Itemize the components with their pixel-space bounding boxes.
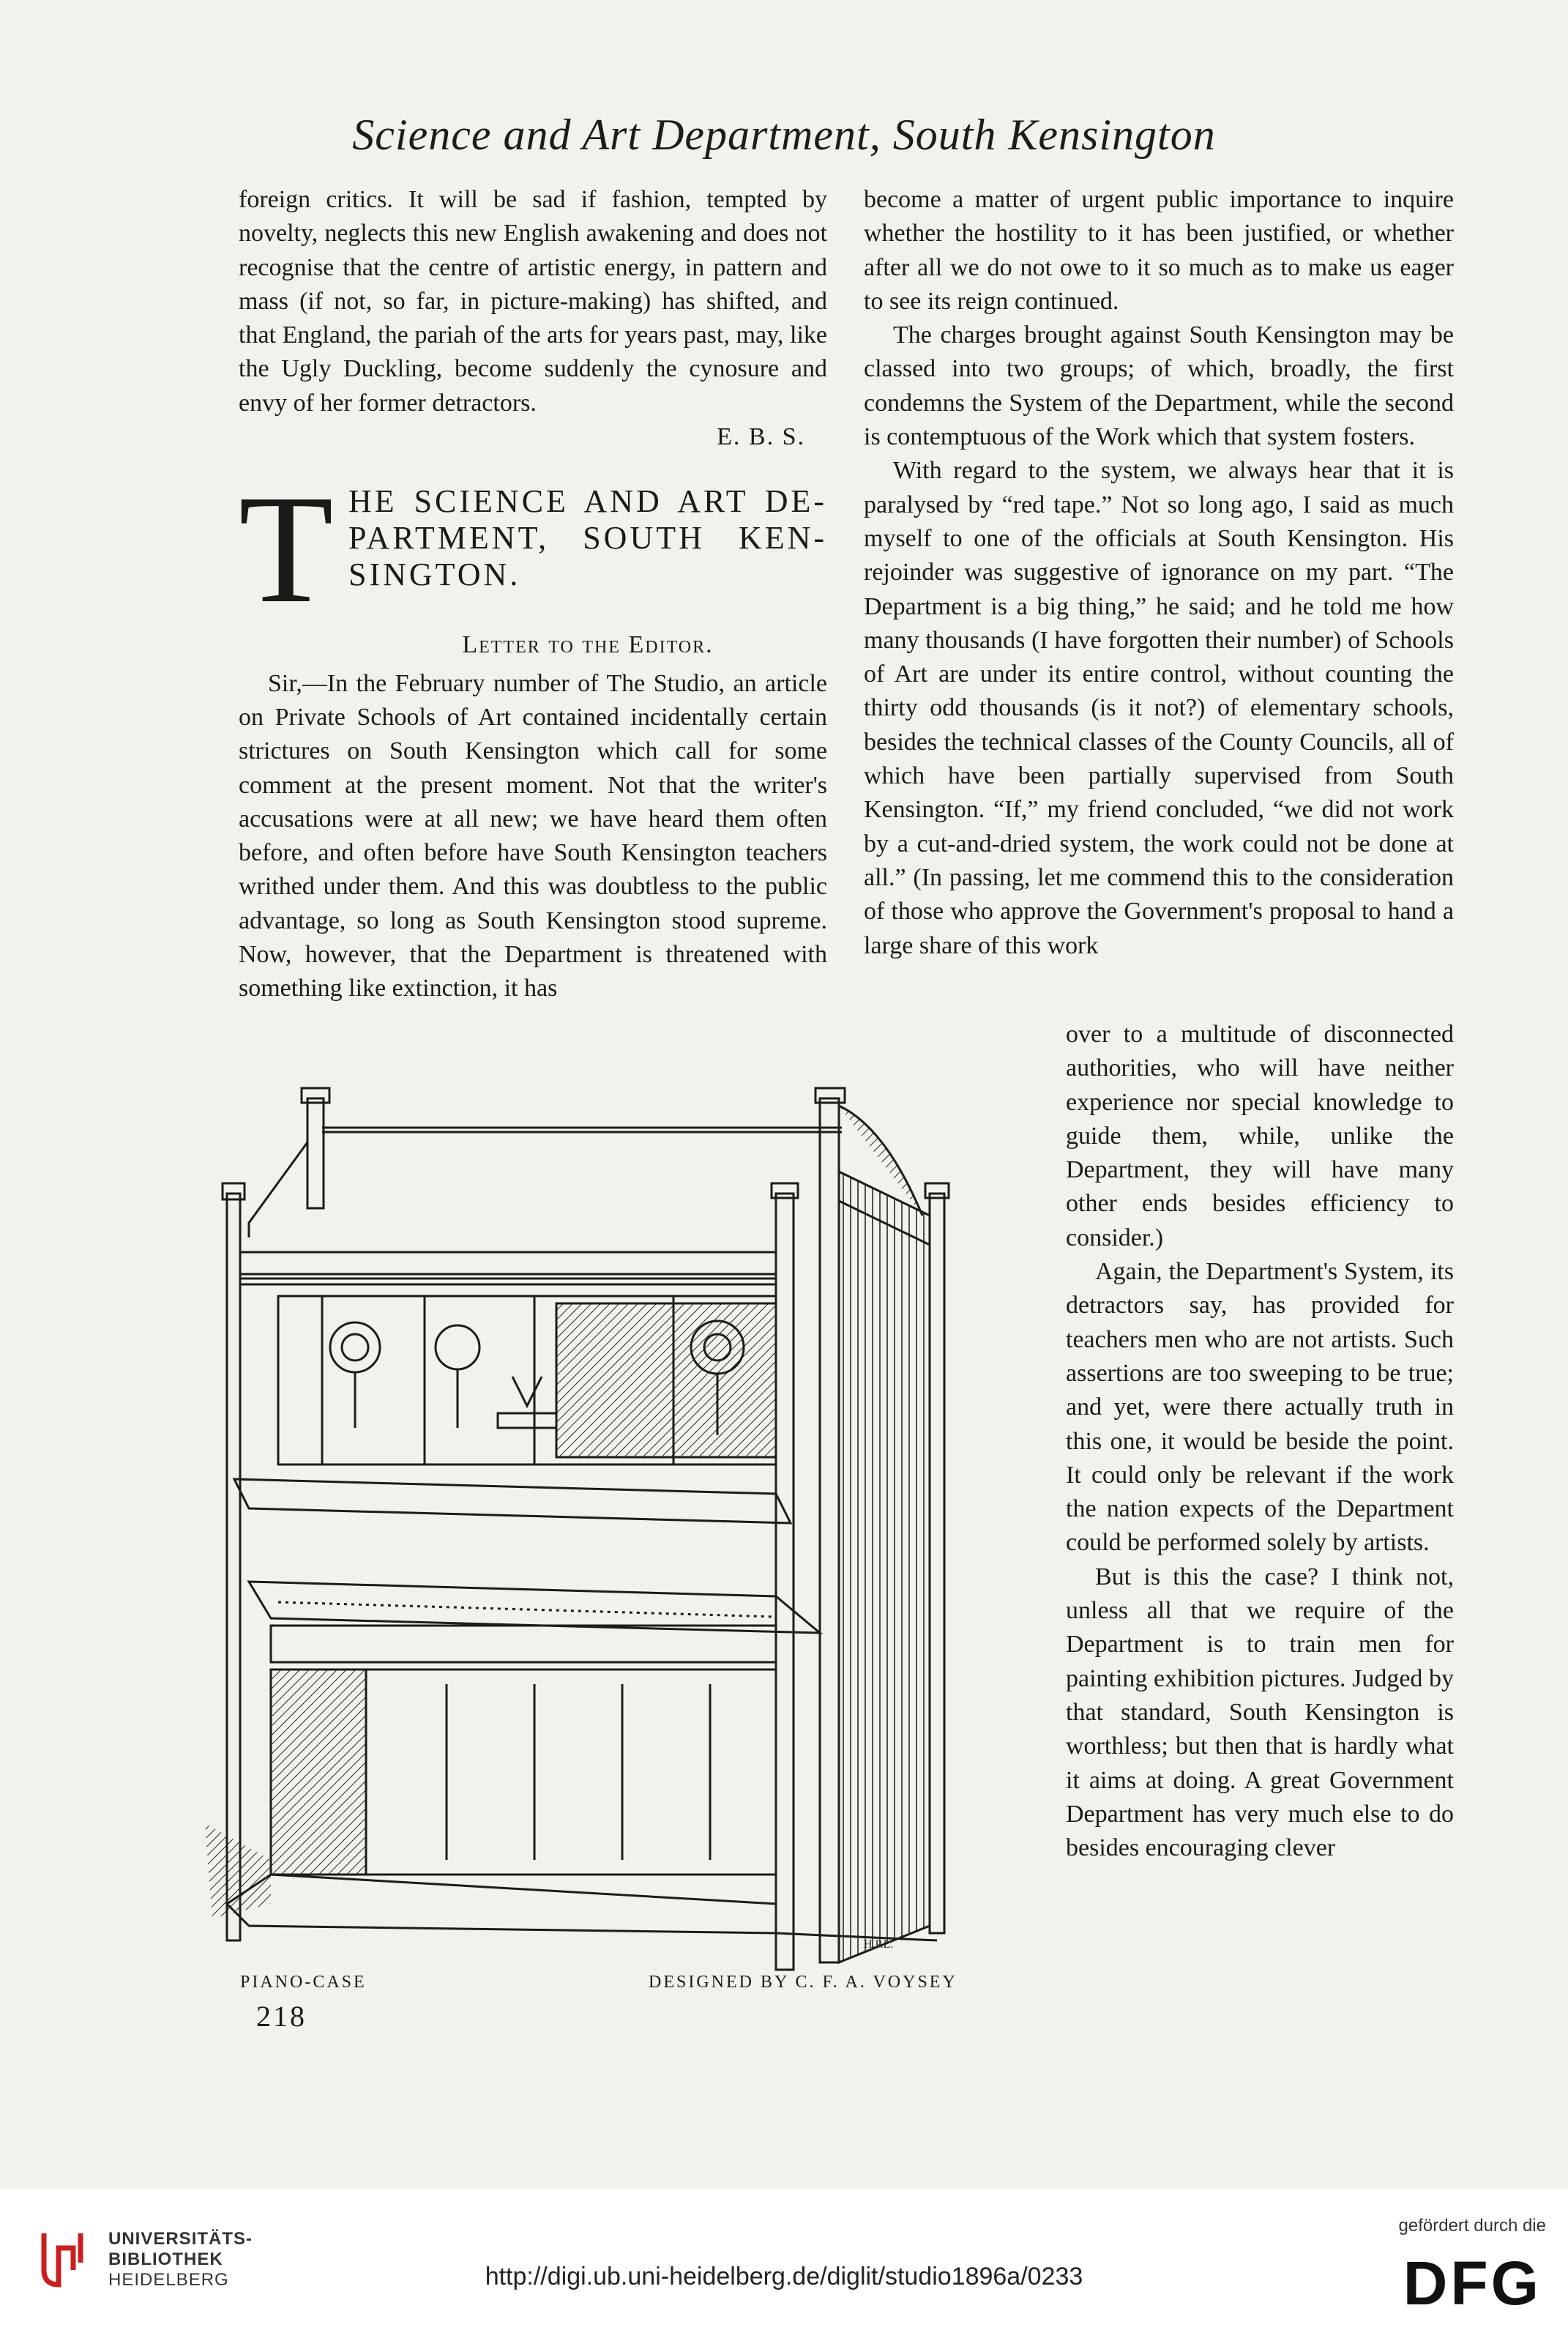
library-name-line-1: UNIVERSITÄTS- (108, 2229, 253, 2249)
left-paragraph-1: foreign critics. It will be sad if fashion, tempted by novelty, neglects this new English awakening and does not recognise that the centre of artistic energy, in pattern and mass (if not, so far, in picture-making) has shifted, and that England, the pariah of the arts for years past, may, like the Ugly Duckling, become suddenly the cynosure and envy of her former detractors. (239, 186, 827, 417)
footer-bar (0, 2189, 1568, 2330)
right-paragraph-2: The charges brought against South Kensington may be classed into two groups; of which, broadly, the first condemns the System of the Department, while the second is contemptuous of the Work which that system fosters. (864, 321, 1454, 451)
library-name-line-3: HEIDELBERG (108, 2270, 229, 2290)
right-column (864, 183, 1454, 963)
narrow-paragraph-2: Again, the Department's System, its detractors say, has provided for teachers men who are not artists. Such assertions are too sweeping to be true; and yet, were there actually truth in this one, it would be beside the point. It could only be relevant if the work the nation expects of the Department could be performed solely by artists. (1066, 1258, 1454, 1557)
dfg-logo: DFG (1403, 2249, 1542, 2318)
source-url-link[interactable]: http://digi.ub.uni-heidelberg.de/diglit/studio1896a/0233 (485, 2263, 1083, 2290)
right-paragraph-1: become a matter of urgent public importance to inquire whether the hostility to it has been justified, or whether after all we do not owe to it so much as to make us eager to see its reign continued. (864, 186, 1454, 315)
left-column (239, 183, 827, 1006)
piano-case-illustration (205, 1084, 974, 1977)
drop-cap: T (239, 463, 334, 636)
running-head: Science and Art Department, South Kensington (352, 111, 1216, 159)
article-title (239, 463, 827, 636)
caption-left: PIANO-CASE (240, 1973, 367, 1992)
signature: E. B. S. (717, 423, 805, 451)
article-subhead: Letter to the Editor. (462, 631, 714, 659)
caption-right: DESIGNED BY C. F. A. VOYSEY (649, 1973, 957, 1992)
left-paragraph-2: Sir,—In the February number of The Studio, an article on Private Schools of Art contained incidentally certain strictures on South Kensington which call for some comment at the present moment. Not that the writer's accusations were at all new; we have heard them often before, and often before have South Kensington teachers writhed under them. And this was doubtless to the public advantage, so long as South Kensington stood supreme. Now, however, that the Department is threatened with something like extinction, it has (239, 669, 827, 1002)
illustrator-monogram: H.P.L. (864, 1938, 894, 1951)
funding-text: gefördert durch die (1398, 2216, 1546, 2236)
library-name-line-2: BIBLIOTHEK (108, 2249, 223, 2269)
article-title-text: HE SCIENCE AND ART DE-PARTMENT, SOUTH KEN-SINGTON. (348, 483, 827, 593)
page-number: 218 (256, 2000, 307, 2033)
narrow-paragraph-1: over to a multitude of disconnected authorities, who will have neither experience nor special knowledge to guide them, while, unlike the Department, they will have many other ends besides efficiency to consider.) (1066, 1021, 1454, 1251)
right-narrow-column (1066, 1018, 1454, 1865)
narrow-paragraph-3: But is this the case? I think not, unless all that we require of the Department is to train men for painting exhibition pictures. Judged by that standard, South Kensington is worthless; but then that is hardly what it aims at doing. A great Government Department has very much else to do besides encouraging clever (1066, 1563, 1454, 1862)
right-paragraph-3: With regard to the system, we always hear that it is paralysed by “red tape.” Not so long ago, I said as much myself to one of the officials at South Kensington. His rejoinder was suggestive of ignorance on my part. “The Department is a big thing,” he said; and he told me how many thousands (I have forgotten their number) of Schools of Art are under its entire control, without counting the thirty odd thousands (is it not?) of elementary schools, besides the technical classes of the County Councils, all of which have been partially supervised from South Kensington. “If,” my friend concluded, “we did not work by a cut-and-dried system, the work could not be done at all.” (In passing, let me commend this to the consideration of those who approve the Government's proposal to hand a large share of this work (864, 457, 1454, 959)
